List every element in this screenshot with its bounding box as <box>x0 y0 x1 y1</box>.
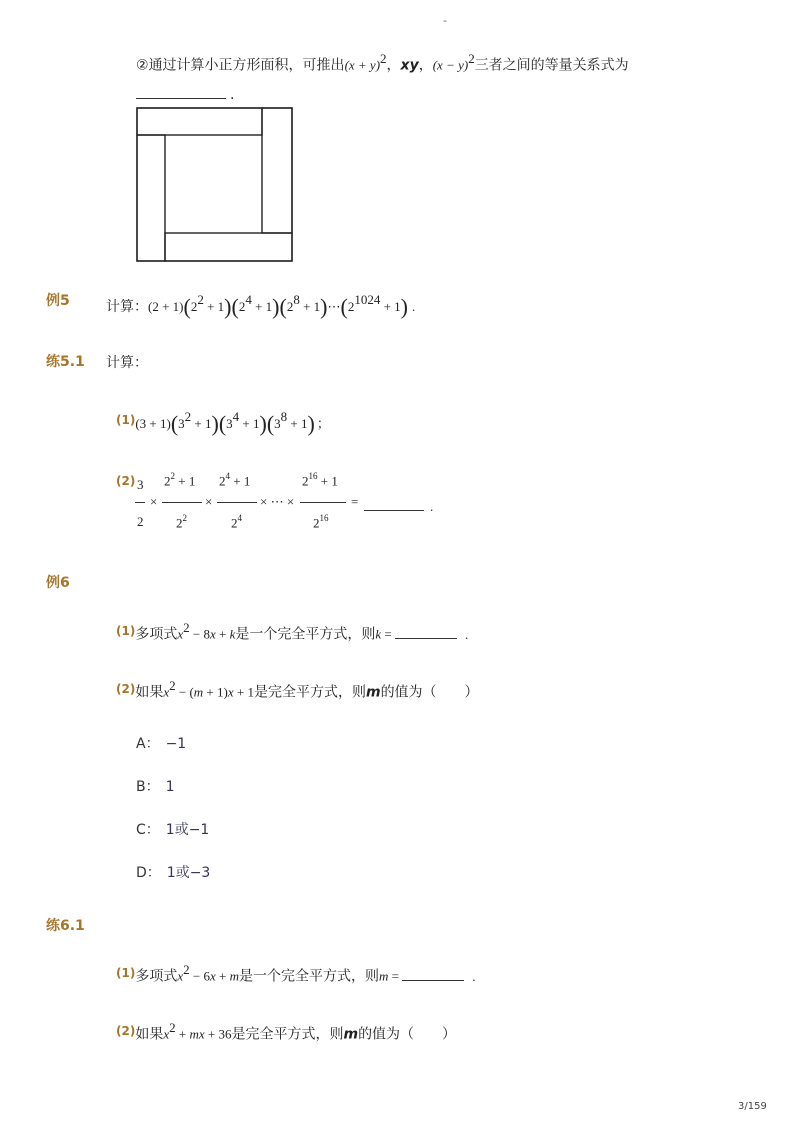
practice-6-1-part-2: (2)如果$x^2$ + mx + 36是完全平方式，则m的值为（ ） <box>116 1020 457 1043</box>
answer-line-q2: . <box>136 86 234 103</box>
example-5-label: 例5 <box>46 293 70 309</box>
example-5-expression: 计算：$(2 + 1)(2^2 + 1)(2^4 + 1)(2^8$ + $1)\cdots(2^{1024} + 1)$ . <box>106 292 416 319</box>
part-number: (2) <box>116 474 136 488</box>
question-text: 通过计算小正方形面积，可推出 <box>148 57 345 74</box>
expr-x-plus-y: (x + y) <box>344 57 381 73</box>
outer-square <box>137 108 292 261</box>
rectangle-bottom <box>165 233 292 261</box>
answer-blank[interactable] <box>395 626 457 639</box>
page-number: 3/159 <box>738 1101 767 1112</box>
option-c[interactable]: C： 1或−1 <box>136 822 210 838</box>
fraction-denominator: 2 <box>137 514 144 529</box>
option-b[interactable]: B： 1 <box>136 779 175 795</box>
rectangle-left <box>137 135 165 261</box>
example-6-part-1: (1)多项式$x^2 - 8x + k$是一个完全平方式，则k = . <box>116 620 469 643</box>
answer-blank[interactable] <box>136 86 226 99</box>
exponent: 2 <box>380 51 387 66</box>
equals-sign: = <box>351 494 359 509</box>
fraction-denominator: $2^2$ <box>176 513 187 531</box>
example-6-label: 例6 <box>46 575 70 591</box>
fraction-numerator: $2^2 + 1$ <box>164 471 196 489</box>
answer-blank[interactable] <box>364 498 424 511</box>
fraction-numerator: $2^4 + 1$ <box>219 471 251 489</box>
fraction-denominator: $2^{16}$ <box>313 513 329 531</box>
square-diagram <box>130 103 300 267</box>
practice-5-1-prefix: 计算： <box>106 355 148 371</box>
circled-marker: ② <box>136 57 149 74</box>
expr-x-minus-y: (x − y) <box>432 57 469 73</box>
option-d[interactable]: D： 1或−3 <box>136 865 211 881</box>
answer-line: . <box>364 498 433 515</box>
rectangle-top <box>137 108 262 135</box>
times-dots-times: × ⋯ × <box>260 494 295 509</box>
top-mark: - <box>443 14 447 27</box>
rectangle-right <box>262 108 292 233</box>
practice-6-1-label: 练6.1 <box>46 918 85 934</box>
fraction-numerator: $2^{16} + 1$ <box>302 471 338 489</box>
practice-5-1-label: 练5.1 <box>46 354 85 370</box>
example-6-part-2: (2)如果$x^2 - (m + 1)x + 1$是完全平方式，则m的值为（ ） <box>116 678 479 701</box>
times-sign: × <box>205 494 213 509</box>
xy-term: xy <box>400 57 419 74</box>
fraction-denominator: $2^4$ <box>231 513 242 531</box>
compute-prefix: 计算： <box>106 299 148 315</box>
answer-blank[interactable] <box>402 968 464 981</box>
practice-6-1-part-1: (1)多项式$x^2 - 6x + m$是一个完全平方式，则m = . <box>116 962 476 985</box>
option-a[interactable]: A： −1 <box>136 736 187 752</box>
fraction-numerator: 3 <box>137 477 144 492</box>
question-2-line: ②通过计算小正方形面积，可推出$(x + y)^2$，xy，$(x - y)^2$三者之间的等量关系式为 <box>136 51 629 74</box>
times-sign: × <box>150 494 158 509</box>
practice-5-1-part-1: $(1)(3 + 1)(3^2 + 1)(3^4 + 1)(3^8 + 1)$ ； <box>116 409 330 436</box>
